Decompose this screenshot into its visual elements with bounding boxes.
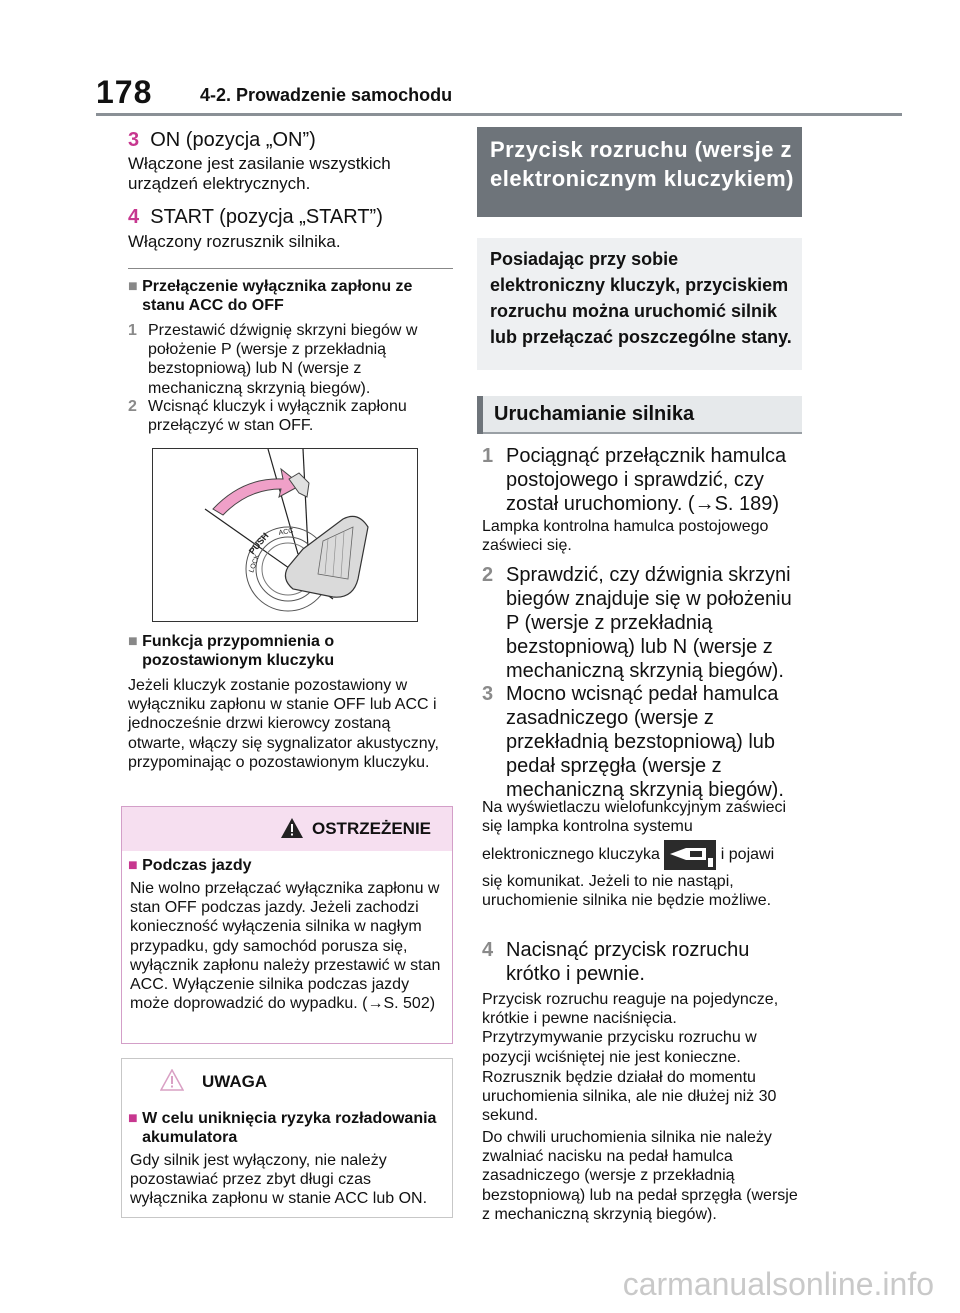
start-step-1-note: Lampka kontrolna hamulca postojowego zaświeci się. bbox=[482, 518, 769, 555]
caution-icon bbox=[160, 1069, 184, 1091]
step-3-title: 3 ON (pozycja „ON”) bbox=[128, 129, 316, 151]
watermark: carmanualsonline.info bbox=[622, 1266, 934, 1302]
square-bullet-icon: ■ bbox=[128, 857, 138, 874]
reminder-heading: ■ Funkcja przypomnienia o pozostawionym kluczyku bbox=[128, 633, 335, 670]
subsection-title: Uruchamianie silnika bbox=[494, 403, 695, 425]
divider bbox=[128, 268, 453, 269]
intro-text: Posiadając przy sobie elektroniczny kluczyk, przyciskiem rozruchu można uruchomić silnik lub przełączać poszczególne stany. bbox=[490, 249, 792, 348]
reminder-text: Jeżeli kluczyk zostanie pozostawiony w wyłączniku zapłonu w stanie OFF lub ACC i jednocześnie drzwi kierowcy zostaną otwarte, włączy się sygnalizator akustyczny, przypominając o pozostawionym kluczyku. bbox=[128, 677, 439, 771]
lock-label: LOCK bbox=[248, 553, 262, 574]
warning-icon bbox=[280, 817, 304, 839]
step-3-desc: Włączone jest zasilanie wszystkich urządzeń elektrycznych. bbox=[128, 154, 391, 194]
start-step-3-note-d: się komunikat. Jeżeli to nie nastąpi, uruchomienie silnika nie będzie możliwe. bbox=[482, 873, 772, 910]
start-step-4: 4 Nacisnąć przycisk rozruchu krótko i pewnie. bbox=[482, 939, 750, 985]
notice-box bbox=[121, 1058, 453, 1218]
acc-off-step-2: 2 Wcisnąć kluczyk i wyłącznik zapłonu przełączyć w stan OFF. bbox=[128, 398, 407, 435]
start-step-4-note-1: Przycisk rozruchu reaguje na pojedyncze, krótkie i pewne naciśnięcia. Przytrzymywanie przycisku rozruchu w pozycji wciśniętej nie jest konieczne. bbox=[482, 991, 779, 1066]
start-step-3-note-a: Na wyświetlaczu wielofunkcyjnym zaświeci się lampka kontrolna systemu bbox=[482, 799, 787, 836]
warning-title: OSTRZEŻENIE bbox=[312, 819, 432, 838]
start-step-3-note-b: elektronicznego kluczyka i pojawi bbox=[482, 838, 802, 872]
section-heading: Przycisk rozruchu (wersje z elektronicznym kluczykiem) bbox=[490, 137, 795, 191]
notice-text: Gdy silnik jest wyłączony, nie należy pozostawiać przez zbyt długi czas wyłącznika zapłonu w stanie ACC lub ON. bbox=[130, 1152, 428, 1208]
intro-box bbox=[477, 238, 802, 370]
ignition-key-figure bbox=[152, 448, 418, 622]
header-rule bbox=[96, 113, 902, 116]
warning-text: Nie wolno przełączać wyłącznika zapłonu w stan OFF podczas jazdy. Jeżeli zachodzi konieczność wyłączenia silnika w nagłym przypadku, gdy samochód porusza się, wyłącznik zapłonu należy przestawić w stan ACC. Wyłączenie silnika podczas jazdy może doprowadzić do wypadku. (→S. 502) bbox=[130, 880, 441, 1013]
acc-label: ACC bbox=[278, 527, 294, 537]
start-step-2: 2 Sprawdzić, czy dźwignia skrzyni biegów znajduje się w położeniu P (wersje z przekładnią bezstopniową) lub N (wersje z mechaniczną skrzynią biegów). bbox=[482, 564, 792, 682]
start-step-1: 1 Pociągnąć przełącznik hamulca postojowego i sprawdzić, czy został uruchomiony. (→S. 189) bbox=[482, 445, 787, 515]
warning-box bbox=[121, 806, 453, 1044]
square-bullet-icon: ■ bbox=[128, 633, 138, 650]
acc-off-step-1: 1 Przestawić dźwignię skrzyni biegów w położenie P (wersje z przekładnią bezstopniową) lub N (wersje z mechaniczną skrzynią biegów). bbox=[128, 322, 418, 397]
key-illustration bbox=[153, 449, 417, 621]
square-bullet-icon: ■ bbox=[128, 1110, 138, 1127]
section-heading-box bbox=[477, 127, 802, 217]
square-bullet-icon: ■ bbox=[128, 278, 138, 295]
start-step-4-note-2: Rozrusznik będzie działał do momentu uruchomienia silnika, ale nie dłużej niż 30 sekund. bbox=[482, 1069, 777, 1125]
notice-subheading: ■ W celu uniknięcia ryzyka rozładowania akumulatora bbox=[128, 1110, 437, 1147]
step-4-desc: Włączony rozrusznik silnika. bbox=[128, 232, 341, 251]
subsection-heading-box bbox=[477, 396, 802, 434]
subsection-bar bbox=[477, 396, 483, 434]
step-4-title: 4 START (pozycja „START”) bbox=[128, 206, 383, 228]
step-number: 3 bbox=[128, 129, 140, 151]
step-number: 4 bbox=[128, 206, 140, 228]
smart-key-indicator-icon bbox=[664, 840, 716, 870]
warning-header bbox=[122, 807, 452, 851]
warning-subheading: ■ Podczas jazdy bbox=[128, 857, 252, 874]
start-step-4-note-3: Do chwili uruchomienia silnika nie należy zwalniać nacisku na pedał hamulca zasadniczego (wersje z przekładnią bezstopniową) lub na pedał sprzęgła (wersje z mechaniczną skrzynią biegów). bbox=[482, 1129, 798, 1223]
push-label: PUSH bbox=[246, 530, 271, 557]
start-step-3: 3 Mocno wcisnąć pedał hamulca zasadniczego (wersje z przekładnią bezstopniową) lub pedał sprzęgła (wersje z mechaniczną skrzynią biegów). bbox=[482, 683, 784, 801]
page-number: 178 bbox=[96, 74, 153, 110]
acc-off-heading: ■ Przełączenie wyłącznika zapłonu ze stanu ACC do OFF bbox=[128, 278, 413, 315]
section-title: 4-2. Prowadzenie samochodu bbox=[200, 85, 453, 105]
notice-title: UWAGA bbox=[202, 1072, 268, 1091]
